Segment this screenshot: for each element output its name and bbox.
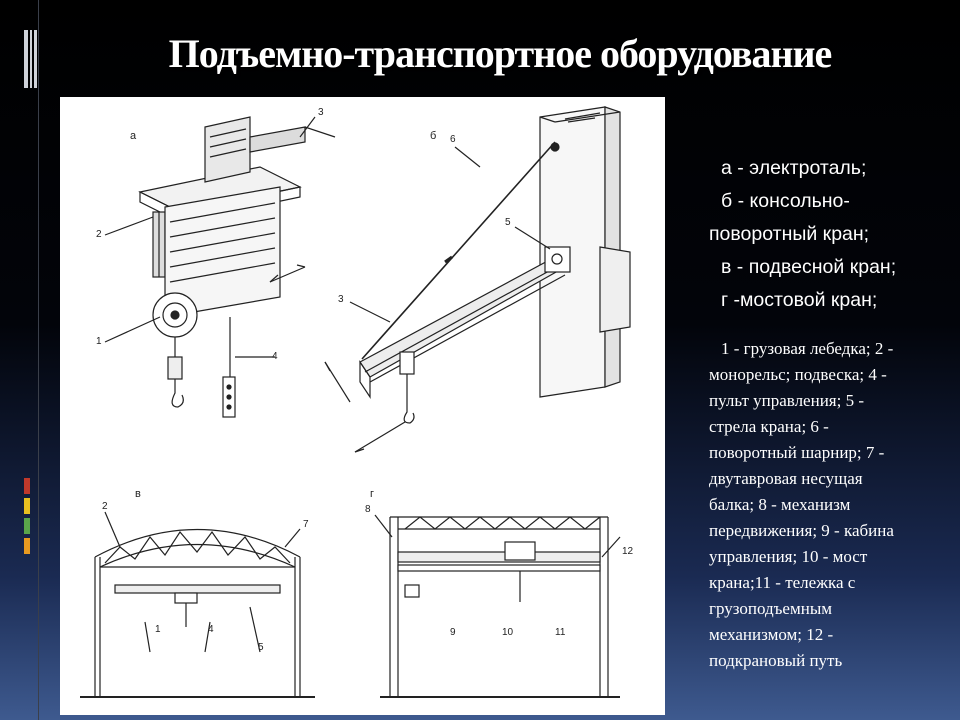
parts-line: двутавровая несущая [709, 469, 863, 488]
equipment-figure [60, 97, 665, 715]
parts-line: крана;11 - тележка с [709, 573, 856, 592]
svg-text:4: 4 [208, 624, 214, 635]
legend-line: поворотный кран; [709, 223, 870, 245]
parts-line: поворотный шарнир; 7 - [709, 443, 885, 462]
figure-legend [709, 152, 949, 317]
parts-line: механизмом; 12 - [709, 625, 834, 644]
svg-text:6: 6 [450, 134, 456, 145]
parts-line: стрела крана; 6 - [709, 417, 829, 436]
svg-text:1: 1 [155, 624, 161, 635]
svg-text:12: 12 [622, 546, 634, 557]
legend-line: в - подвесной кран; [721, 256, 897, 278]
svg-text:3: 3 [318, 107, 324, 118]
legend-line: а - электроталь; [721, 157, 867, 179]
parts-line: грузоподъемным [709, 599, 832, 618]
svg-text:г: г [370, 488, 375, 500]
slide-title: Подъемно-транспортное оборудование [168, 31, 832, 76]
svg-text:2: 2 [102, 501, 108, 512]
figure-c-suspended-crane [80, 488, 315, 697]
svg-text:3: 3 [338, 294, 344, 305]
legend-line: г -мостовой кран; [721, 289, 878, 311]
figure-a-electric-hoist [96, 107, 335, 417]
svg-text:10: 10 [502, 627, 514, 638]
parts-line: передвижения; 9 - кабина [709, 521, 894, 540]
svg-text:5: 5 [505, 217, 511, 228]
parts-line: управления; 10 - мост [709, 547, 868, 566]
svg-text:а: а [130, 130, 137, 142]
svg-text:б: б [430, 130, 437, 142]
svg-text:9: 9 [450, 627, 456, 638]
decorative-stripes [24, 30, 38, 90]
parts-line: монорельс; подвеска; 4 - [709, 365, 887, 384]
svg-text:5: 5 [258, 642, 264, 653]
parts-line: пульт управления; 5 - [709, 391, 864, 410]
svg-text:11: 11 [555, 627, 566, 638]
decorative-accents [24, 478, 36, 558]
svg-text:7: 7 [303, 519, 309, 530]
figure-d-bridge-crane [365, 488, 634, 697]
parts-line: балка; 8 - механизм [709, 495, 851, 514]
parts-line: 1 - грузовая лебедка; 2 - [721, 339, 894, 358]
parts-line: подкрановый путь [709, 651, 843, 670]
left-divider [38, 0, 39, 720]
svg-text:4: 4 [272, 351, 278, 362]
legend-line: б - консольно- [721, 190, 850, 212]
numbered-parts-description [709, 336, 949, 674]
figure-b-console-crane [325, 107, 630, 452]
svg-text:2: 2 [96, 229, 102, 240]
svg-text:1: 1 [96, 336, 102, 347]
svg-text:в: в [135, 488, 141, 500]
svg-text:8: 8 [365, 504, 371, 515]
